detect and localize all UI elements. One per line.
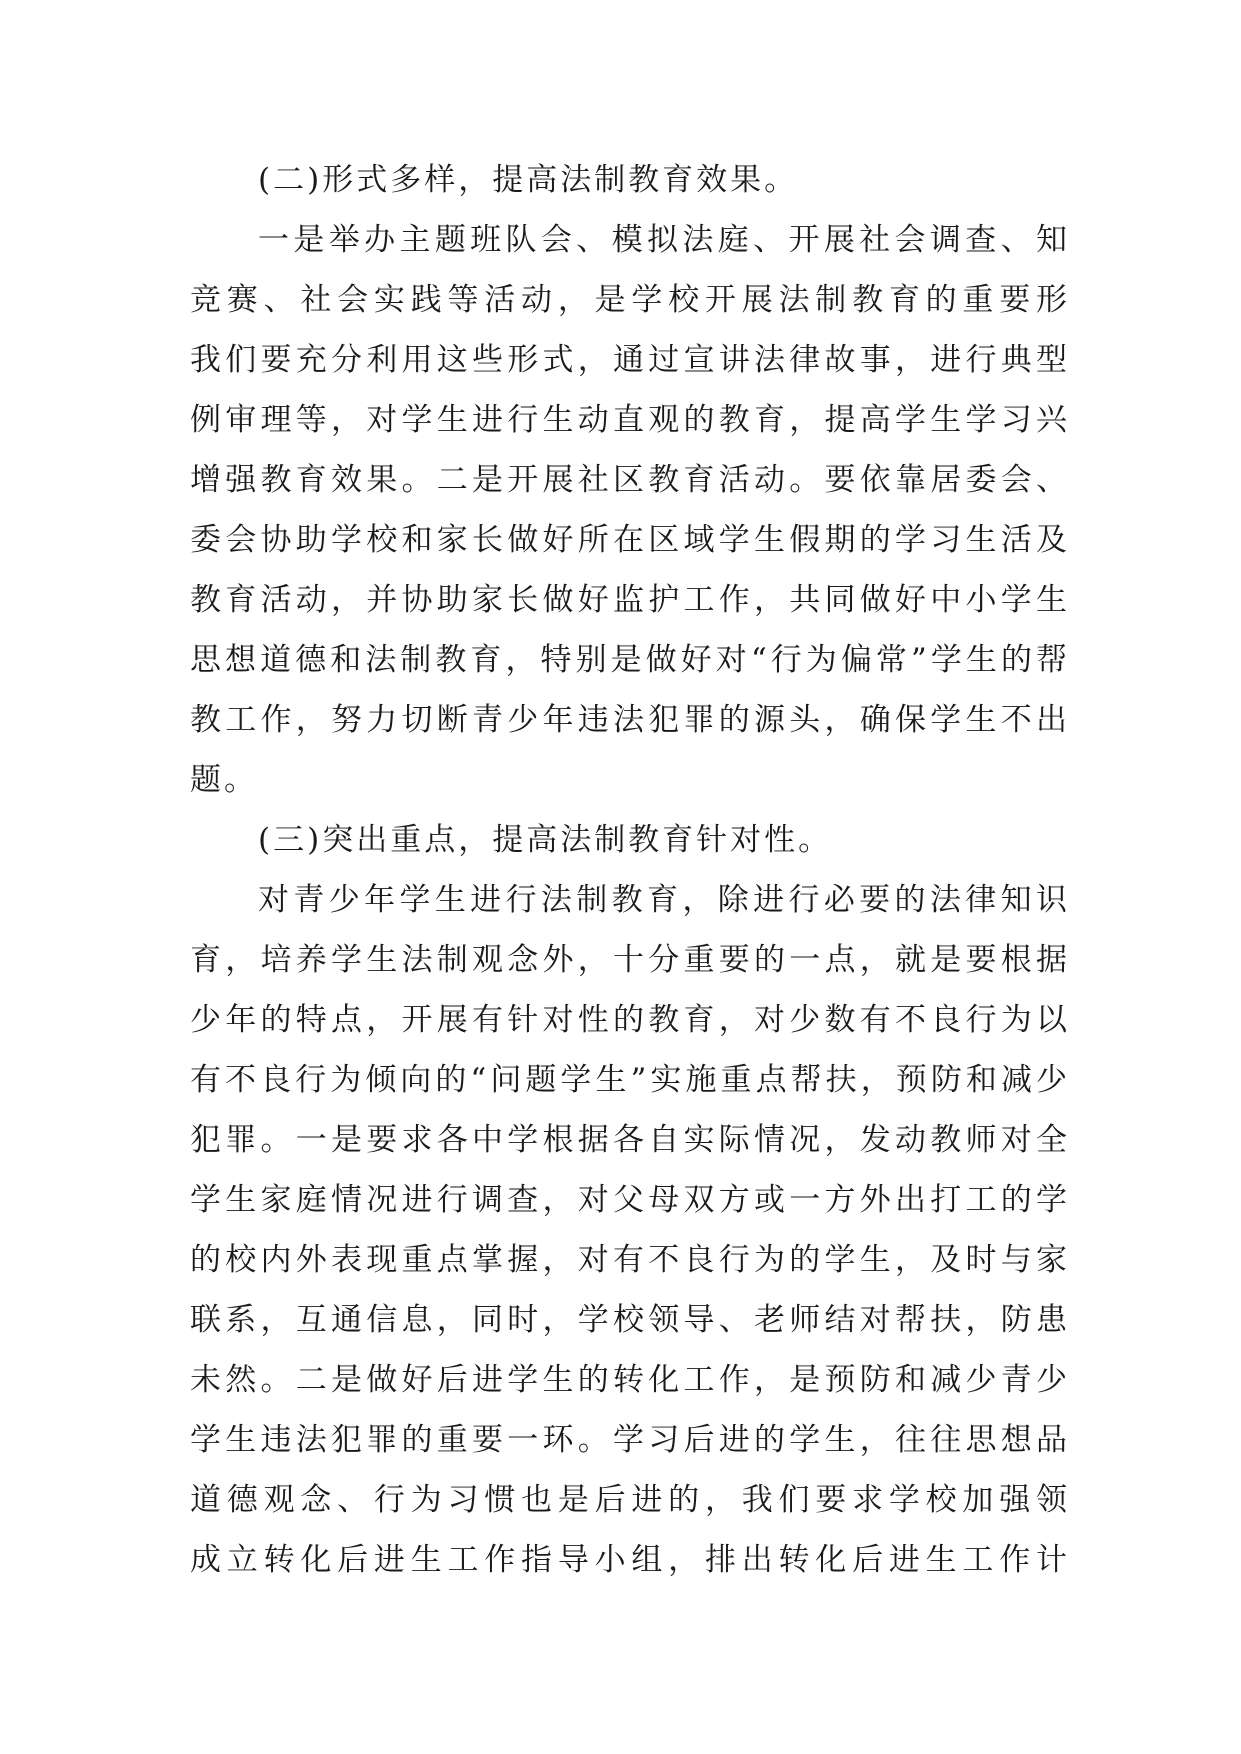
text-line: 未然。二是做好后进学生的转化工作，是预防和减少青少 bbox=[190, 1362, 1070, 1398]
text-line: 联系，互通信息，同时，学校领导、老师结对帮扶，防患 bbox=[190, 1302, 1070, 1338]
text-line: 增强教育效果。二是开展社区教育活动。要依靠居委会、 bbox=[190, 462, 1070, 498]
text-line: 的校内外表现重点掌握，对有不良行为的学生，及时与家 bbox=[190, 1242, 1070, 1278]
text-line: 教育活动，并协助家长做好监护工作，共同做好中小学生 bbox=[190, 582, 1070, 618]
text-line: 思想道德和法制教育，特别是做好对“行为偏常”学生的帮 bbox=[190, 642, 1070, 678]
text-line: 一是举办主题班队会、模拟法庭、开展社会调查、知 bbox=[258, 222, 1070, 258]
text-line: 道德观念、行为习惯也是后进的，我们要求学校加强领 bbox=[190, 1482, 1070, 1518]
text-line: 犯罪。一是要求各中学根据各自实际情况，发动教师对全 bbox=[190, 1122, 1070, 1158]
text-line: 有不良行为倾向的“问题学生”实施重点帮扶，预防和减少 bbox=[190, 1062, 1070, 1098]
text-line: 成立转化后进生工作指导小组，排出转化后进生工作计 bbox=[190, 1542, 1070, 1578]
text-line: 竞赛、社会实践等活动，是学校开展法制教育的重要形 bbox=[190, 282, 1070, 318]
text-line: 学生违法犯罪的重要一环。学习后进的学生，往往思想品 bbox=[190, 1422, 1070, 1458]
text-line: (三)突出重点，提高法制教育针对性。 bbox=[258, 822, 833, 858]
text-line: 教工作，努力切断青少年违法犯罪的源头，确保学生不出 bbox=[190, 702, 1070, 738]
text-line: 育，培养学生法制观念外，十分重要的一点，就是要根据 bbox=[190, 942, 1070, 978]
text-line: 我们要充分利用这些形式，通过宣讲法律故事，进行典型 bbox=[190, 342, 1070, 378]
text-line: 例审理等，对学生进行生动直观的教育，提高学生学习兴 bbox=[190, 402, 1070, 438]
text-line: 对青少年学生进行法制教育，除进行必要的法律知识 bbox=[258, 882, 1070, 918]
text-line: 少年的特点，开展有针对性的教育，对少数有不良行为以 bbox=[190, 1002, 1070, 1038]
text-line: 题。 bbox=[190, 762, 258, 798]
text-line: (二)形式多样，提高法制教育效果。 bbox=[258, 162, 799, 198]
document-body bbox=[190, 150, 1070, 1590]
text-line: 委会协助学校和家长做好所在区域学生假期的学习生活及 bbox=[190, 522, 1070, 558]
text-line: 学生家庭情况进行调查，对父母双方或一方外出打工的学 bbox=[190, 1182, 1070, 1218]
